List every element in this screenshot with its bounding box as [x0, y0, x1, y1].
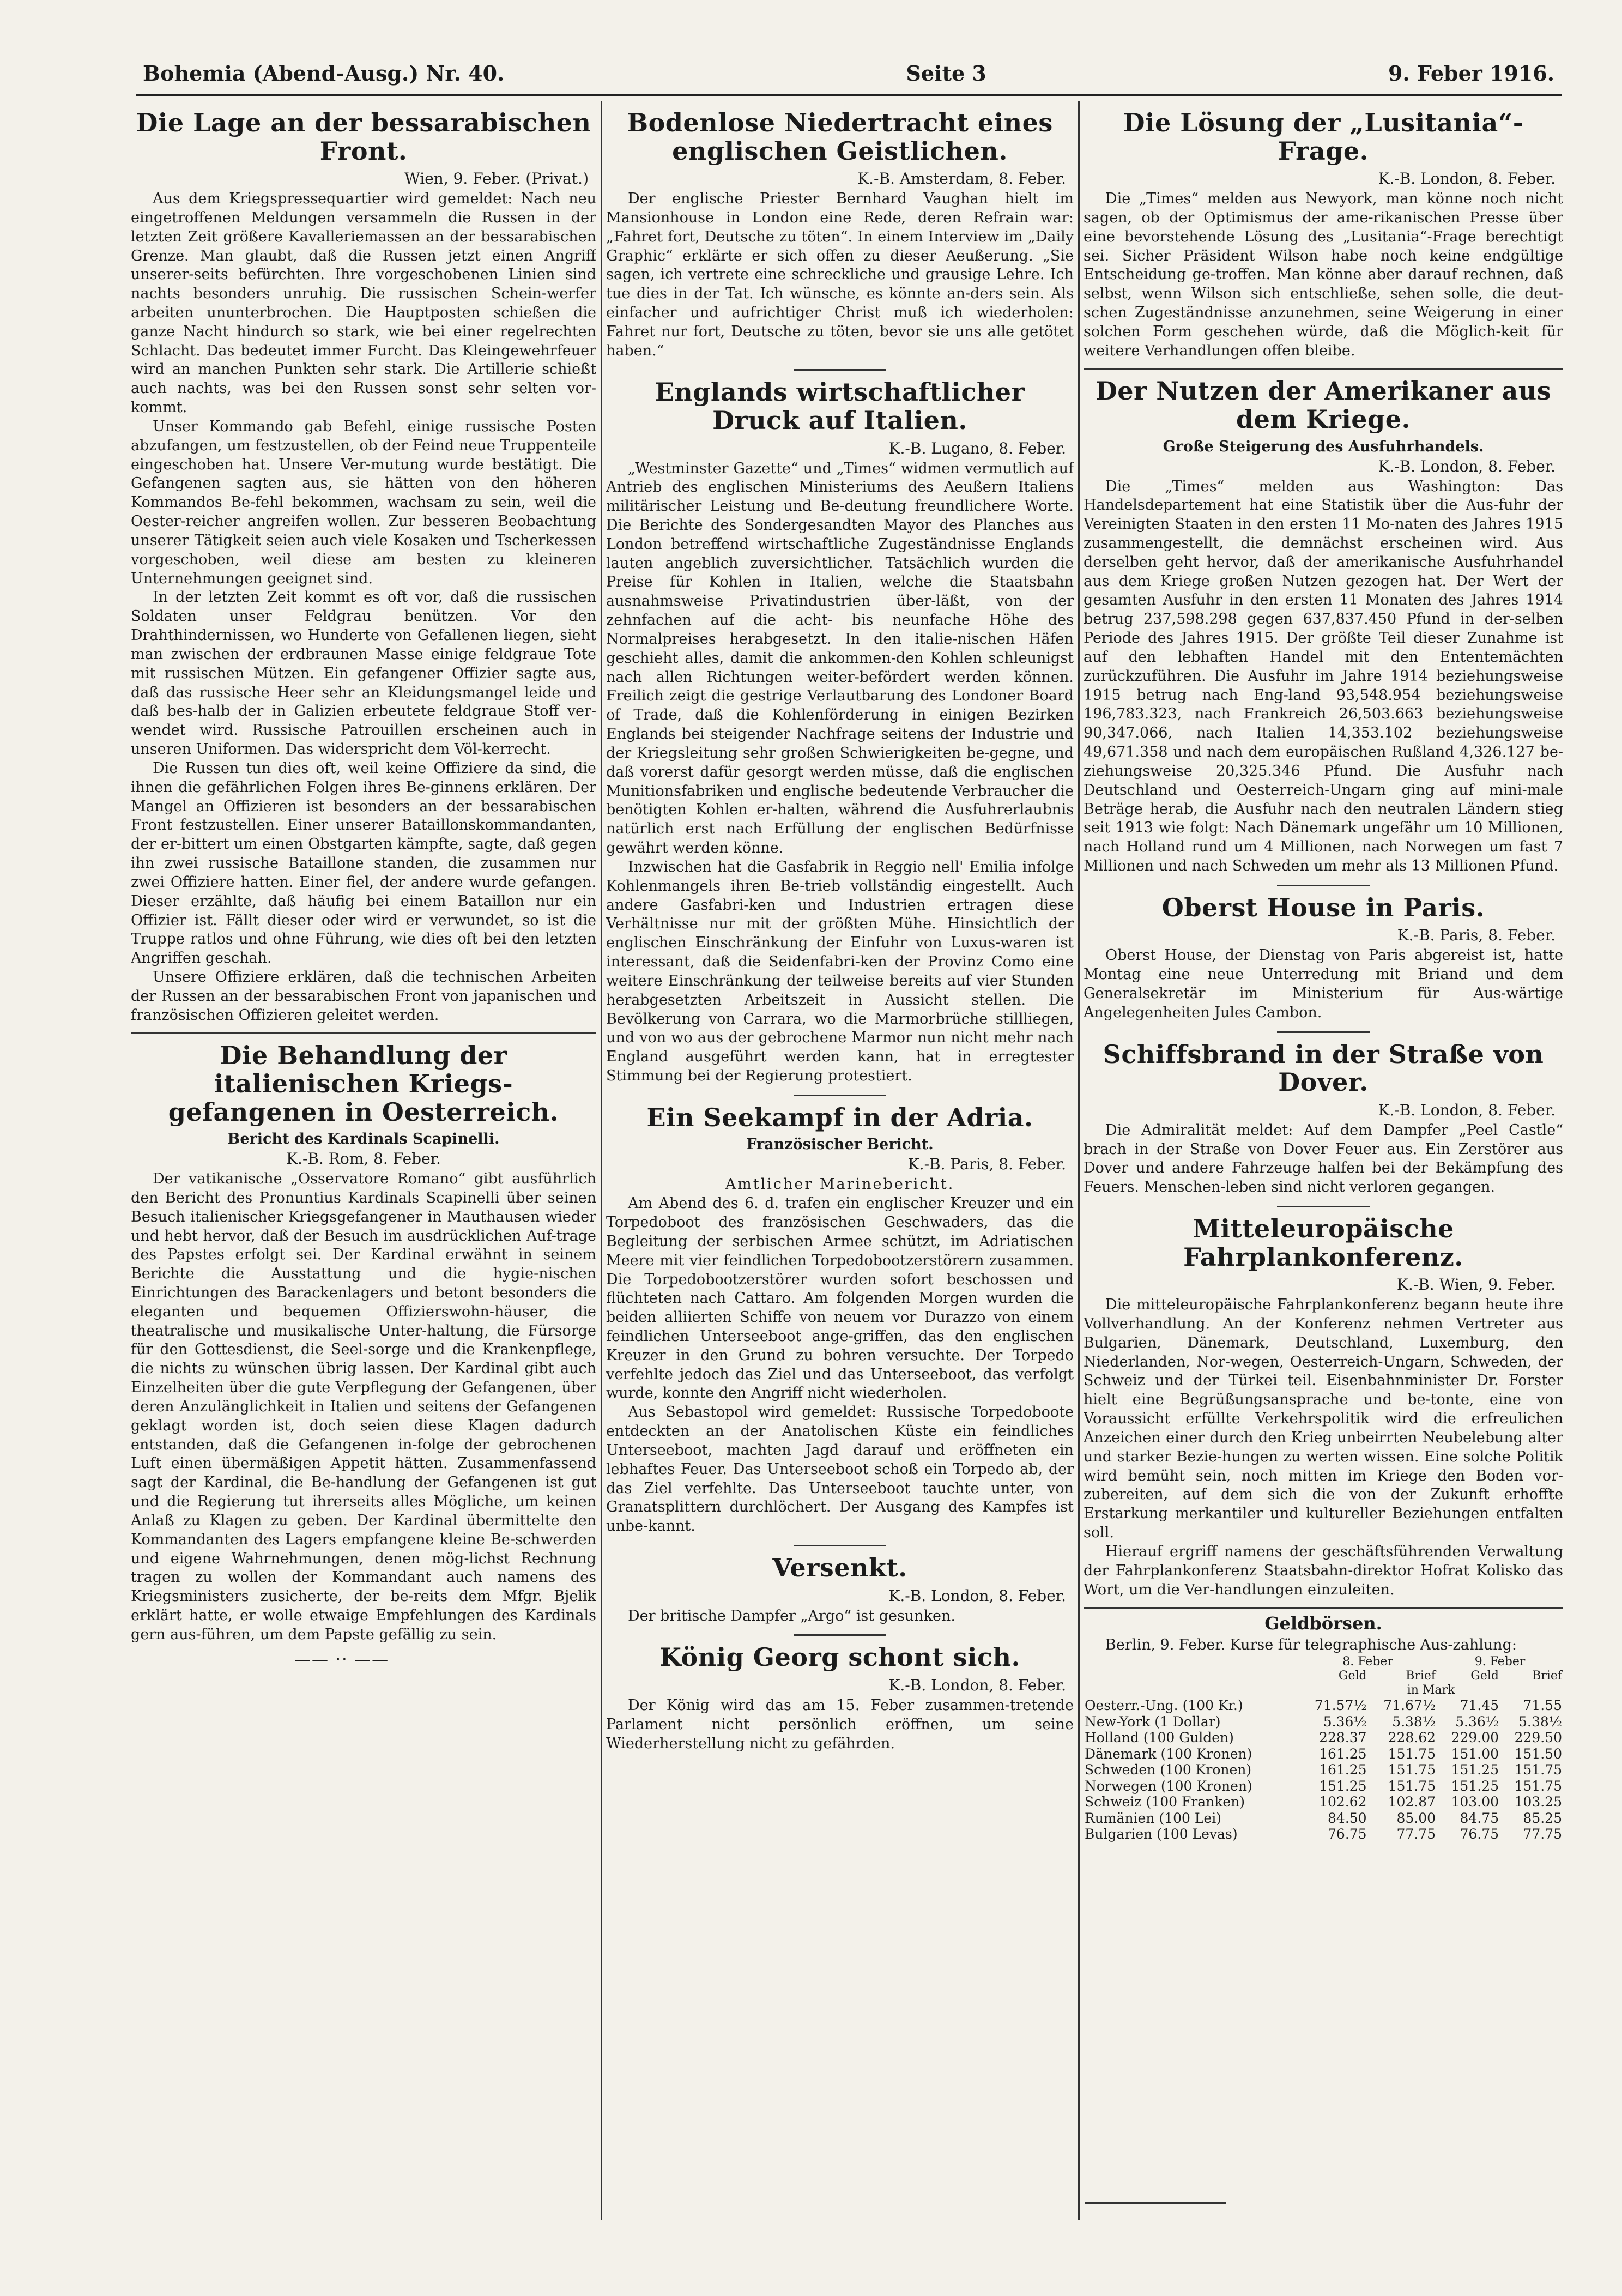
article-italian-prisoners	[131, 1042, 596, 1669]
article-dateline: K.-B. Amsterdam, 8. Feber.	[857, 170, 1066, 188]
article-dateline: K.-B. London, 8. Feber.	[888, 1676, 1066, 1694]
paragraph: In der letzten Zeit kommt es oft vor, daß die russischen Soldaten unser Feldgrau benützen. Vor den Drahthindernissen, wo Hunderte von Gefallenen liegen, sieht man zwischen der erdbraunen Masse einige feldgraue Tote mit russischen Mützen. Ein gefangener Offizier sagte aus, daß das russische Heer sehr an Kleidungsmangel leide und daß bes-halb der in Galizien erbeutete feldgraue Stoff ver-wendet wird. Russische Patrouillen erscheinen auch in unseren Uniformen. Das widerspricht dem Völ-kerrecht.	[131, 589, 596, 758]
column-3	[1084, 101, 1563, 2231]
paragraph: Der vatikanische „Osservatore Romano“ gibt ausführlich den Bericht des Pronuntius Kardinals Scapinelli über seinen Besuch italienischer Kriegsgefangener in Mauthausen wieder und hebt hervor, daß der Besuch im ausdrücklichen Auf-trage des Papstes erfolgt sei. Der Kardinal erwähnt in seinem Berichte die Ausstattung und die hygie-nischen Einrichtungen des Barackenlagers und betont besonders die eleganten und bequemen Offizierswohn-häuser, die theatralische und musikalische Unter-haltung, die Fürsorge für den Gottesdienst, die Seel-sorge und die Krankenpflege, die nichts zu wünschen übrig lassen. Der Kardinal gibt auch Einzelheiten über die gute Verpflegung der Gefangenen, über deren Anzulänglichkeit in Italien und seitens der Gefangenen geklagt worden ist, doch seien diese Klagen dadurch entstanden, daß die Gefangenen in-folge der gebrochenen Luft einen übermäßigen Appetit hätten. Zusammenfassend sagt der Kardinal, die Be-handlung der Gefangenen ist gut und die Regierung tut ihrerseits alles Mögliche, um keinen Anlaß zu Klagen zu geben. Der Kardinal übermittelte den Kommandanten des Lagers empfangene kleine Be-schwerden und eigene Wahrnehmungen, denen mög-lichst Rechnung tragen zu wollen der Kommandant auch namens des Kriegsministers zusicherte, der be-reits dem Mfgr. Bjelik erklärt hatte, er wolle etwaige Empfehlungen des Kardinals gern aus-führen, um dem Papste gefällig zu sein.	[131, 1170, 596, 1643]
paragraph: Der König wird das am 15. Feber zusammen-tretende Parlament nicht persönlich eröffnen, um seine Wiederherstellung nicht zu gefährden.	[606, 1696, 1074, 1752]
rate-b-geld: 151.00	[1451, 1745, 1499, 1762]
article-bessarabian-front	[131, 109, 596, 1025]
paragraph: Die „Times“ melden aus Newyork, man könne noch nicht sagen, ob der Optimismus der ame-rikanischen Presse über eine bevorstehende Lösung des „Lusitania“-Frage berechtigt sei. Sicher Präsident Wilson habe noch keine endgültige Entscheidung ge-troffen. Man könne aber darauf rechnen, daß selbst, wenn Wilson sich entschließe, sehen solle, die deut-schen Zugeständnisse anzunehmen, seine Weigerung in einer solchen Form geschehen würde, daß die Möglich-keit für weitere Verhandlungen offen bleibe.	[1084, 190, 1563, 359]
article-subhead: Große Steigerung des Ausfuhrhandels.	[1163, 438, 1484, 455]
article-headline: Die Lage an der bessarabischen Front.	[136, 108, 591, 166]
paragraph: Der englische Priester Bernhard Vaughan hielt im Mansionhouse in London eine Rede, deren Refrain war: „Fahret fort, Deutsche zu töten“. In einem Interview im „Daily Graphic“ erklärte er sich offen zu dieser Aeußerung. „Sie sagen, ich vertrete eine schreckliche und grausige Lehre. Ich tue dies in der Tat. Ich wünsche, es könnte an-ders sein. Als einfacher und aufrichtiger Christ muß ich wiederholen: Fahret nur fort, Deutsche zu töten, bevor sie uns alle getötet haben.“	[606, 190, 1074, 359]
col-brief: Brief	[1532, 1669, 1562, 1683]
currency-name: Rumänien (100 Lei)	[1085, 1810, 1222, 1826]
article-body	[1084, 1121, 1563, 1197]
currency-name: Holland (100 Gulden)	[1085, 1730, 1234, 1746]
article-separator	[794, 1095, 886, 1096]
article-body	[1084, 478, 1563, 876]
exchange-title: Geldbörsen.	[1264, 1613, 1382, 1634]
header-rule	[136, 94, 1562, 96]
currency-name: Norwegen (100 Kronen)	[1085, 1778, 1252, 1794]
article-separator	[1084, 368, 1563, 370]
rate-a-brief: 228.62	[1388, 1730, 1436, 1746]
paragraph: Die Admiralität meldet: Auf dem Dampfer „Peel Castle“ brach in der Straße von Dover Feuer aus. Ein Zerstörer aus Dover und andere Fahrzeuge halfen bei der Bekämpfung des Feuers. Menschen-leben sind nicht verloren gegangen.	[1084, 1121, 1563, 1196]
rate-a-geld: 76.75	[1328, 1826, 1367, 1842]
rate-a-geld: 102.62	[1319, 1794, 1367, 1810]
article-body	[606, 190, 1074, 360]
paragraph: Inzwischen hat die Gasfabrik in Reggio nell' Emilia infolge Kohlenmangels ihren Be-trieb vollständig eingestellt. Auch andere Gasfabri-ken und Industrien ertragen diese Verhältnisse nur mit der größten Mühe. Hinsichtlich der englischen Einschränkung der Einfuhr von Luxus-waren ist interessant, daß die Seidenfabri-ken der Provinz Como eine weitere Einschränkung der teilweise bereits auf vier Stunden herabgesetzten Arbeitszeit in Aussicht stellen. Die Bevölkerung von Carrara, wo die Marmorbrüche stillliegen, und von wo aus der gebrochene Marmor nun nicht mehr nach England ausgeführt werden kann, hat in erregtester Stimmung bei der Regierung protestiert.	[606, 858, 1074, 1085]
paragraph: Unser Kommando gab Befehl, einige russische Posten abzufangen, um festzustellen, ob der Feind neue Truppenteile eingeschoben hat. Unsere Ver-mutung wurde bestätigt. Die Gefangenen sagten aus, sie hätten von den höheren Kommandos Be-fehl bekommen, wachsam zu sein, weil die Oester-reicher angreifen wollen. Zur besseren Beobachtung unserer Tätigkeit seien auch viele Kosaken und Tscherkessen vorgeschoben, weil diese am besten zu kleineren Unternehmungen geeignet sind.	[131, 418, 596, 587]
rate-a-geld: 228.37	[1319, 1730, 1367, 1746]
column-2	[606, 101, 1074, 2231]
article-english-clergyman	[606, 109, 1074, 360]
currency-name: Schweiz (100 Franken)	[1085, 1794, 1245, 1810]
col-geld: Geld	[1338, 1669, 1367, 1683]
exchange-rows	[1084, 1697, 1563, 1842]
article-dateline: K.-B. Paris, 8. Feber.	[907, 1155, 1066, 1174]
paragraph: Amtlicher Marinebericht.	[725, 1176, 955, 1193]
column-divider	[1078, 101, 1080, 2220]
rate-b-geld: 151.25	[1451, 1778, 1499, 1794]
rate-b-geld: 103.00	[1451, 1794, 1499, 1810]
paragraph: Aus dem Kriegspressequartier wird gemeldet: Nach neu eingetroffenen Meldungen versammeln die Russen in der letzten Zeit größere Kavalleriemassen an der bessarabischen Grenze. Man glaubt, daß die Russen jetzt einen Angriff unserer-seits befürchten. Ihre vorgeschobenen Linien sind nachts besonders unruhig. Die russischen Schein-werfer arbeiten ununterbrochen. Die Hauptposten schießen die ganze Nacht hindurch so stark, wie bei einer regelrechten Schlacht. Das bedeutet immer Furcht. Das Kleingewehrfeuer wird an manchen Punkten sehr stark. Die Artillerie schießt auch nachts, was bei den Russen sonst sehr selten vor-kommt.	[131, 190, 596, 416]
article-body	[606, 1607, 1074, 1626]
article-lusitania	[1084, 109, 1563, 360]
exchange-header-row	[1084, 1669, 1563, 1683]
article-headline: Die Lösung der „Lusitania“-Frage.	[1123, 108, 1524, 166]
article-england-pressure-italy	[606, 378, 1074, 1085]
rate-b-brief: 5.38½	[1518, 1713, 1562, 1730]
rate-a-geld: 84.50	[1328, 1810, 1367, 1826]
paragraph: Die mitteleuropäische Fahrplankonferenz begann heute ihre Vollverhandlung. An der Konferenz nehmen Vertreter aus Bulgarien, Dänemark, Deutschland, Luxemburg, den Niederlanden, Nor-wegen, Oesterreich-Ungarn, Schweden, der Schweiz und der Türkei teil. Eisenbahnminister Dr. Forster hielt eine Begrüßungsansprache und be-tonte, eine von Voraussicht erfüllte Verkehrspolitik wird die erfreulichen Anzeichen einer durch den Krieg unbeirrten Neubelebung alter und starker Bezie-hungen zu werten wissen. Eine solche Politik wird bemüht sein, noch mitten im Kriege den Boden vor-zubereiten, auf dem sich die von der Zukunft erhoffte Erstarkung merkantiler und kultureller Beziehungen entfalten soll.	[1084, 1296, 1563, 1542]
article-separator	[794, 1634, 886, 1636]
col-geld: Geld	[1470, 1669, 1499, 1683]
article-headline: Bodenlose Niedertracht eines englischen Geistlichen.	[627, 108, 1053, 166]
header-date: 9. Feber 1916.	[1388, 61, 1554, 86]
article-timetable-conference	[1084, 1215, 1563, 1599]
rate-a-brief: 151.75	[1388, 1778, 1436, 1794]
header-publication: Bohemia (Abend-Ausg.) Nr. 40.	[143, 61, 505, 86]
paragraph: Aus Sebastopol wird gemeldet: Russische Torpedoboote entdeckten an der Anatolischen Küste ein feindliches Unterseeboot, machten Jagd darauf und eröffneten ein lebhaftes Feuer. Das Unterseeboot schoß ein Torpedo ab, der das Ziel verfehlte. Das Unterseeboot tauchte unter, von Granatsplittern durchlöchert. Der Ausgang des Kampfes ist unbe-kannt.	[606, 1404, 1074, 1535]
article-body	[131, 1170, 596, 1645]
paragraph: „Westminster Gazette“ und „Times“ widmen vermutlich auf Antrieb des englischen Ministeriums des Aeußern Italiens militärischer Leistung und Be-deutung freundlichere Worte. Die Berichte des Sondergesandten Mayor des Planches aus London betreffend wirtschaftliche Zugeständnisse Englands lauten angeblich zuversichtlicher. Tatsächlich wurden die Preise für Kohlen in Italien, welche die Staatsbahn ausnahmsweise Privatindustrien über-läßt, von der zehnfachen auf die acht- bis neunfache Höhe des Normalpreises herabgesetzt. In den italie-nischen Häfen geschieht alles, damit die ankommen-den Kohlen schleunigst nach allen Richtungen weiter-befördert werden können. Freilich zeigt die gestrige Verlautbarung des Londoner Board of Trade, daß die Kohlenförderung in einigen Bezirken Englands bei steigender Nachfrage seitens der Industrie und der Kriegsleitung sehr großen Schwierigkeiten be-gegne, und daß vorerst dafür gesorgt werden müsse, daß die englischen Munitionsfabriken und englische bedeutende Verbraucher die benötigten Kohlen er-halten, während die Ausfuhrerlaubnis natürlich erst nach Erfüllung der englischen Bedürfnisse gewährt werden könne.	[606, 460, 1074, 857]
article-separator	[1277, 885, 1370, 886]
paragraph: Der britische Dampfer „Argo“ ist gesunken.	[628, 1607, 955, 1624]
column-divider	[601, 101, 602, 2220]
rate-b-brief: 71.55	[1523, 1697, 1562, 1714]
exchange-rates	[1084, 1613, 1563, 1842]
exchange-row	[1084, 1697, 1563, 1714]
article-sunk	[606, 1554, 1074, 1626]
exchange-row	[1084, 1746, 1563, 1762]
article-separator	[1277, 1206, 1370, 1207]
article-headline: Die Behandlung der italienischen Kriegs-gefangenen in Oesterreich.	[168, 1041, 559, 1127]
article-colonel-house	[1084, 894, 1563, 1023]
article-dateline: Wien, 9. Feber. (Privat.)	[404, 170, 589, 188]
article-headline: Ein Seekampf in der Adria.	[646, 1102, 1033, 1132]
rate-a-brief: 102.87	[1388, 1794, 1436, 1810]
article-headline: Schiffsbrand in der Straße von Dover.	[1103, 1039, 1544, 1097]
article-dateline: K.-B. London, 8. Feber.	[1378, 457, 1556, 475]
rate-b-brief: 103.25	[1514, 1794, 1562, 1810]
rate-b-brief: 85.25	[1523, 1810, 1562, 1826]
exchange-header-row	[1084, 1683, 1563, 1697]
rate-a-geld: 151.25	[1319, 1778, 1367, 1794]
exchange-date-a: 8. Feber	[1342, 1655, 1393, 1669]
article-separator	[794, 1545, 886, 1546]
article-body	[1084, 946, 1563, 1022]
rate-b-brief: 151.75	[1514, 1762, 1562, 1778]
article-adriatic-battle	[606, 1104, 1074, 1536]
article-body	[606, 1175, 1074, 1536]
exchange-row	[1084, 1714, 1563, 1730]
exchange-row	[1084, 1762, 1563, 1778]
article-headline: Der Nutzen der Amerikaner aus dem Kriege.	[1095, 376, 1552, 434]
rate-b-brief: 151.50	[1514, 1745, 1562, 1762]
article-separator	[131, 1032, 596, 1034]
article-body	[1084, 1296, 1563, 1599]
rate-a-brief: 151.75	[1388, 1762, 1436, 1778]
article-separator	[1084, 1607, 1563, 1609]
rate-a-geld: 161.25	[1319, 1762, 1367, 1778]
currency-name: Bulgarien (100 Levas)	[1085, 1826, 1238, 1842]
article-subhead: Französischer Bericht.	[746, 1136, 934, 1153]
article-dateline: K.-B. Rom, 8. Feber.	[286, 1150, 441, 1168]
end-mark: —— ·· ——	[294, 1650, 390, 1669]
rate-b-brief: 77.75	[1523, 1826, 1562, 1842]
currency-name: Schweden (100 Kronen)	[1085, 1762, 1252, 1778]
article-dateline: K.-B. Paris, 8. Feber.	[1397, 926, 1556, 945]
article-headline: Englands wirtschaftlicher Druck auf Italien.	[655, 377, 1025, 435]
col-brief: Brief	[1406, 1669, 1436, 1683]
column-1	[131, 101, 596, 2231]
article-dateline: K.-B. Wien, 9. Feber.	[1396, 1276, 1556, 1294]
article-ship-fire	[1084, 1041, 1563, 1197]
rate-a-geld: 161.25	[1319, 1745, 1367, 1762]
paragraph: Berlin, 9. Feber. Kurse für telegraphische Aus-zahlung:	[1105, 1636, 1517, 1654]
article-headline: König Georg schont sich.	[659, 1642, 1020, 1672]
exchange-row	[1084, 1826, 1563, 1842]
article-body	[1084, 190, 1563, 360]
rate-a-geld: 5.36½	[1323, 1713, 1367, 1730]
paragraph: Hierauf ergriff namens der geschäftsführenden Verwaltung der Fahrplankonferenz Staatsbahn-direktor Hofrat Kolisko das Wort, um die Ver-handlungen einzuleiten.	[1084, 1543, 1563, 1598]
paragraph: Am Abend des 6. d. trafen ein englischer Kreuzer und ein Torpedoboot des französischen Geschwaders, das die Begleitung der serbischen Armee schützt, im Adriatischen Meere mit vier feindlichen Torpedobootzerstörern zusammen. Die Torpedobootzerstörer wurden sofort beschossen und flüchteten nach Cattaro. Am folgenden Morgen wurden die beiden alliierten Schiffe von neuem vor Durazzo von einem feindlichen Unterseeboot ange-griffen, das den englischen Kreuzer in den Grund zu bohren versuchte. Der Torpedo verfehlte jedoch das Ziel und das Unterseeboot, das verfolgt wurde, konnte den Angriff nicht wiederholen.	[606, 1195, 1074, 1402]
article-dateline: K.-B. Lugano, 8. Feber.	[888, 439, 1066, 457]
article-subhead: Bericht des Kardinals Scapinelli.	[227, 1131, 500, 1148]
exchange-row	[1084, 1794, 1563, 1810]
rate-b-geld: 71.45	[1460, 1697, 1499, 1714]
rate-a-geld: 71.57½	[1314, 1697, 1367, 1714]
paragraph: Die „Times“ melden aus Washington: Das Handelsdepartement hat eine Statistik über die Aus-fuhr der Vereinigten Staaten in den ersten 11 Mo-naten des Jahres 1915 zusammengestellt, die demnächst erscheinen wird. Aus derselben geht hervor, daß der amerikanische Ausfuhrhandel aus dem Kriege großen Nutzen gezogen hat. Der Wert der gesamten Ausfuhr in den ersten 11 Monaten des Jahres 1914 betrug 237,598.298 gegen 637,837.450 Pfund in der-selben Periode des Jahres 1915. Der größte Teil dieser Zunahme ist auf den lebhaften Handel mit den Ententemächten zurückzuführen. Die Ausfuhr im Jahre 1914 beziehungsweise 1915 betrug nach Eng-land 93,548.954 beziehungsweise 196,783.323, nach Frankreich 26,503.663 beziehungsweise 90,347.066, nach Italien 14,353.102 beziehungsweise 49,671.358 und nach dem europäischen Rußland 4,326.127 be-ziehungsweise 20,325.346 Pfund. Die Ausfuhr nach Deutschland und Oesterreich-Ungarn ging auf mini-male Beträge herab, die Ausfuhr nach den neutralen Ländern stieg seit 1913 wie folgt: Nach Dänemark ungefähr um 10 Millionen, nach Holland rund um 4 Millionen, nach Norwegen um fast 7 Millionen und nach Schweden um mehr als 13 Millionen Pfund.	[1084, 478, 1563, 875]
rate-b-geld: 84.75	[1460, 1810, 1499, 1826]
rate-b-brief: 229.50	[1514, 1730, 1562, 1746]
paragraph: Oberst House, der Dienstag von Paris abgereist ist, hatte Montag eine neue Unterredung mit Briand und dem Generalsekretär im Ministerium für Aus-wärtige Angelegenheiten Jules Cambon.	[1084, 947, 1563, 1021]
rate-b-brief: 151.75	[1514, 1778, 1562, 1794]
article-headline: Oberst House in Paris.	[1161, 892, 1485, 922]
article-separator	[794, 369, 886, 371]
page-header	[143, 55, 1554, 92]
currency-name: New-York (1 Dollar)	[1085, 1713, 1221, 1730]
rate-a-brief: 5.38½	[1392, 1713, 1436, 1730]
exchange-intro	[1084, 1636, 1563, 1655]
article-headline: Versenkt.	[772, 1553, 907, 1583]
bottom-rule	[1085, 2202, 1226, 2204]
paragraph: Unsere Offiziere erklären, daß die technischen Arbeiten der Russen an der bessarabischen Front von japanischen und französischen Offizieren geleitet werden.	[131, 968, 596, 1024]
article-body	[606, 460, 1074, 1086]
article-separator	[1277, 1031, 1370, 1033]
article-dateline: K.-B. London, 8. Feber.	[888, 1586, 1066, 1605]
rate-b-geld: 229.00	[1451, 1730, 1499, 1746]
exchange-row	[1084, 1810, 1563, 1827]
exchange-header-row	[1084, 1655, 1563, 1669]
article-king-george	[606, 1644, 1074, 1753]
article-dateline: K.-B. London, 8. Feber.	[1378, 1101, 1556, 1119]
paragraph: Die Russen tun dies oft, weil keine Offiziere da sind, die ihnen die gefährlichen Folgen ihres Be-ginnens erklären. Der Mangel an Offizieren ist besonders an der bessarabischen Front festzustellen. Einer unserer Bataillonskommandanten, der er-bittert um einen Obstgarten kämpfte, sagte, daß gegen ihn zwei russische Bataillone standen, die zusammen nur zwei Offiziere hatten. Einer fiel, der andere wurde gefangen. Dieser erzählte, daß häufig bei einem Bataillon nur ein Offizier ist. Fällt dieser oder wird er verwundet, so ist die Truppe ratlos und ohne Führung, wie dies oft bei den letzten Angriffen geschah.	[131, 759, 596, 967]
article-body	[606, 1696, 1074, 1753]
rate-b-geld: 151.25	[1451, 1762, 1499, 1778]
exchange-row	[1084, 1730, 1563, 1746]
article-headline: Mitteleuropäische Fahrplankonferenz.	[1183, 1214, 1463, 1272]
rate-a-brief: 71.67½	[1383, 1697, 1436, 1714]
exchange-table	[1084, 1655, 1563, 1842]
exchange-date-b: 9. Feber	[1474, 1655, 1526, 1669]
article-american-profit	[1084, 377, 1563, 875]
rate-b-geld: 5.36½	[1455, 1713, 1499, 1730]
currency-name: Dänemark (100 Kronen)	[1085, 1745, 1252, 1762]
article-body	[131, 190, 596, 1025]
header-page-number: Seite 3	[906, 61, 986, 86]
currency-name: Oesterr.-Ung. (100 Kr.)	[1085, 1697, 1243, 1714]
article-dateline: K.-B. London, 8. Feber.	[1378, 170, 1556, 188]
rate-a-brief: 77.75	[1396, 1826, 1436, 1842]
exchange-row	[1084, 1778, 1563, 1794]
rate-a-brief: 85.00	[1396, 1810, 1436, 1826]
col-in-mark: in Mark	[1407, 1683, 1455, 1697]
rate-b-geld: 76.75	[1460, 1826, 1499, 1842]
rate-a-brief: 151.75	[1388, 1745, 1436, 1762]
